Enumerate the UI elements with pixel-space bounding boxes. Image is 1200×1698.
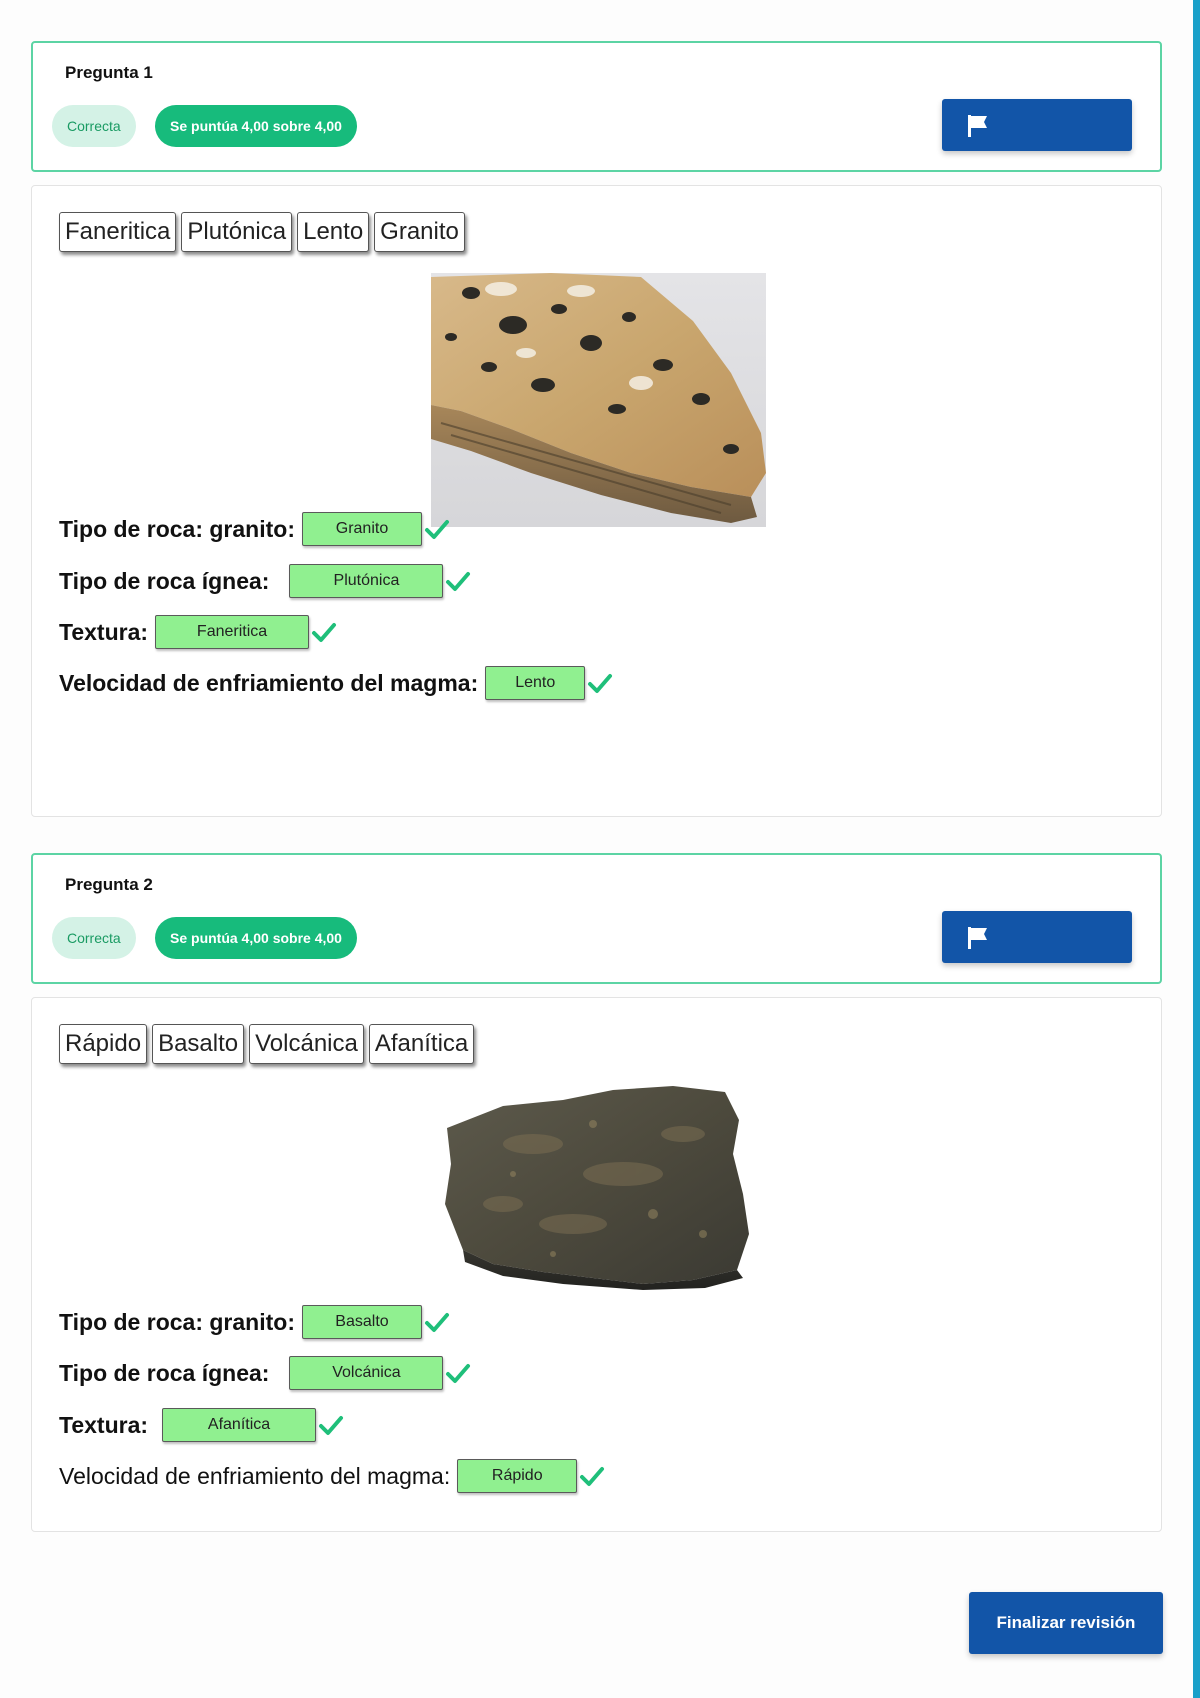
drag-choice-rapido[interactable]: Rápido	[59, 1024, 147, 1064]
question-2-drag-choices	[59, 1024, 474, 1064]
question-1-drag-choices	[59, 212, 465, 252]
drag-choice-lento[interactable]: Lento	[297, 212, 369, 252]
question-1-grade-badge: Se puntúa 4,00 sobre 4,00	[155, 105, 357, 147]
field-label: Tipo de roca: granito:	[59, 515, 295, 542]
drop-zone[interactable]: Lento	[485, 666, 585, 700]
finish-review-button[interactable]: Finalizar revisión	[969, 1592, 1163, 1654]
question-2-field-texture	[59, 1407, 344, 1443]
check-icon	[445, 569, 471, 593]
field-label: Tipo de roca ígnea:	[59, 567, 270, 594]
question-1-field-cooling-rate	[59, 665, 613, 701]
drop-zone[interactable]: Granito	[302, 512, 422, 546]
field-label: Velocidad de enfriamiento del magma:	[59, 669, 479, 696]
question-2-field-rock-type	[59, 1304, 450, 1340]
check-icon	[311, 620, 337, 644]
question-1-title: Pregunta 1	[65, 63, 153, 82]
drag-choice-granito[interactable]: Granito	[374, 212, 465, 252]
field-label: Textura:	[59, 618, 149, 645]
question-1-field-rock-type	[59, 511, 450, 547]
page-edge-bar	[1193, 0, 1200, 1698]
field-label: Tipo de roca: granito:	[59, 1308, 295, 1335]
question-2-info	[31, 853, 1162, 984]
drag-choice-faneritica[interactable]: Faneritica	[59, 212, 176, 252]
basalt-rock-photo	[443, 1084, 758, 1290]
check-icon	[445, 1361, 471, 1385]
drop-zone[interactable]: Afanítica	[162, 1408, 316, 1442]
drag-choice-volcanica[interactable]: Volcánica	[249, 1024, 364, 1064]
question-1-flag-button[interactable]	[942, 99, 1132, 151]
field-label: Velocidad de enfriamiento del magma:	[59, 1462, 451, 1489]
drop-zone[interactable]: Faneritica	[155, 615, 309, 649]
check-icon	[318, 1413, 344, 1437]
check-icon	[424, 517, 450, 541]
check-icon	[424, 1310, 450, 1334]
question-2-content	[31, 997, 1162, 1532]
question-1-field-texture	[59, 614, 337, 650]
drag-choice-basalto[interactable]: Basalto	[152, 1024, 244, 1064]
drop-zone[interactable]: Basalto	[302, 1305, 422, 1339]
drop-zone[interactable]: Rápido	[457, 1459, 577, 1493]
question-1-info	[31, 41, 1162, 172]
drag-choice-plutonica[interactable]: Plutónica	[181, 212, 292, 252]
drag-choice-afanitica[interactable]: Afanítica	[369, 1024, 474, 1064]
question-2-field-igneous-type	[59, 1355, 471, 1391]
field-label: Tipo de roca ígnea:	[59, 1359, 270, 1386]
check-icon	[587, 671, 613, 695]
drop-zone[interactable]: Plutónica	[289, 564, 443, 598]
question-1-content	[31, 185, 1162, 817]
check-icon	[579, 1464, 605, 1488]
flag-icon	[966, 926, 990, 950]
question-2-grade-badge: Se puntúa 4,00 sobre 4,00	[155, 917, 357, 959]
field-label: Textura:	[59, 1411, 149, 1438]
drop-zone[interactable]: Volcánica	[289, 1356, 443, 1390]
flag-icon	[966, 114, 990, 138]
question-1-state-badge: Correcta	[52, 105, 136, 147]
question-2-title: Pregunta 2	[65, 875, 153, 894]
question-2-flag-button[interactable]	[942, 911, 1132, 963]
question-1-field-igneous-type	[59, 563, 471, 599]
question-2-state-badge: Correcta	[52, 917, 136, 959]
question-2-field-cooling-rate	[59, 1458, 605, 1494]
granite-rock-photo	[431, 273, 766, 527]
